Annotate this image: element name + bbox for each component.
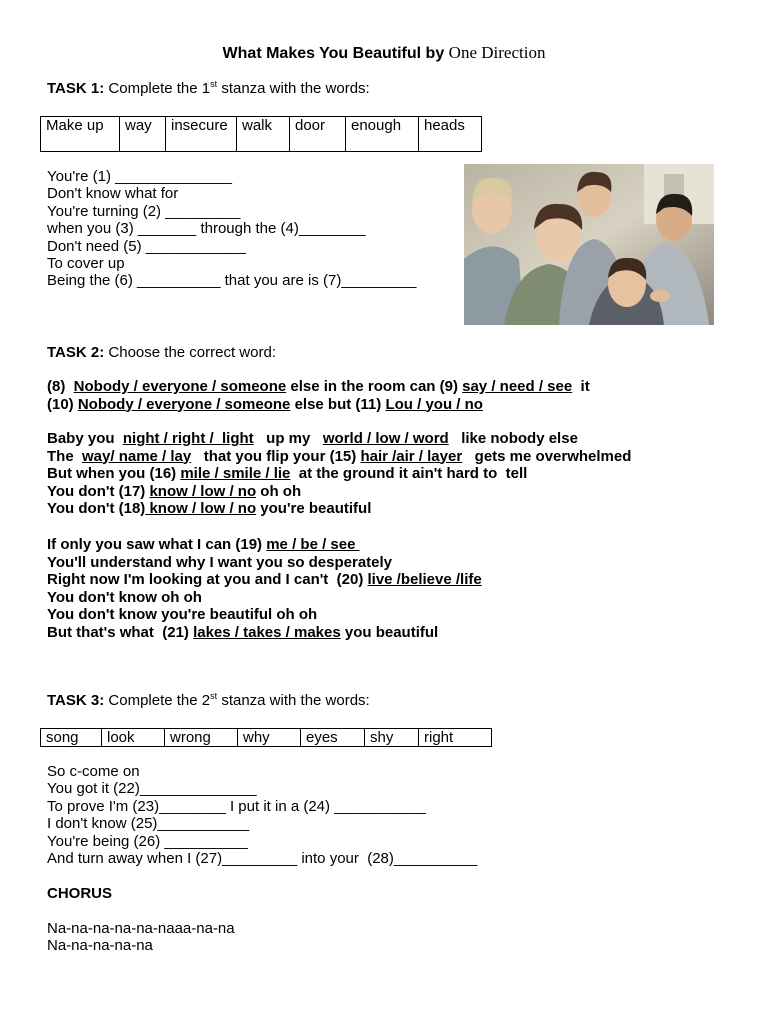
word-choice: live /believe /life	[367, 571, 482, 588]
lyric-text: it	[572, 378, 590, 395]
bank-word: shy	[365, 729, 419, 747]
bank-word: wrong	[165, 729, 238, 747]
bank-word: heads	[419, 117, 482, 152]
lyric-text: (8)	[47, 378, 74, 395]
word-choice: Nobody / everyone / someone	[77, 395, 291, 413]
word-choice: night / right / light	[122, 430, 254, 447]
task2-block-2	[47, 430, 631, 518]
lyric-text: up my	[253, 430, 323, 447]
lyric-line	[47, 606, 482, 624]
lyric-text: But that's what (21)	[47, 623, 194, 641]
bank-word: right	[419, 729, 492, 747]
task2-label: TASK 2:	[47, 344, 105, 361]
title-artist: One Direction	[448, 43, 546, 62]
lyric-line	[47, 589, 482, 607]
lyric-line	[47, 448, 631, 466]
word-choice: know / low / no	[145, 500, 257, 517]
lyric-text: Right now I'm looking at you and I can't (20)	[47, 571, 368, 588]
lyric-line	[47, 500, 631, 518]
chorus-lyrics	[47, 920, 235, 955]
lyric-line: So c-come on	[47, 763, 140, 780]
bank-word: look	[102, 729, 165, 747]
lyric-text: Baby you	[47, 430, 123, 447]
task1-instruction-sup: st	[210, 79, 218, 89]
bank-word: door	[290, 117, 346, 152]
task3-label: TASK 3:	[47, 692, 105, 709]
lyric-line	[47, 430, 631, 448]
task3-instruction-sup: st	[210, 691, 218, 701]
bank-word: insecure	[166, 117, 237, 152]
lyric-text: You don't know you're beautiful oh oh	[47, 606, 318, 623]
task1-lyrics	[47, 168, 416, 290]
lyric-text: You'll understand why I want you so desperately	[47, 553, 393, 571]
task3-heading	[47, 692, 370, 710]
bank-word: eyes	[301, 729, 365, 747]
task2-block-3	[47, 536, 482, 641]
lyric-line	[47, 554, 482, 572]
word-choice: Lou / you / no	[385, 395, 483, 413]
lyric-line: Being the (6) __________ that you are is (7)_________	[47, 272, 417, 290]
bank-word: Make up	[41, 117, 120, 152]
word-choice: say / need / see	[462, 378, 573, 395]
lyric-text: You don't know oh oh	[47, 588, 202, 606]
lyric-line: You're (1) ______________	[47, 168, 232, 185]
lyric-text: You don't (17)	[47, 482, 150, 500]
lyric-line	[47, 624, 482, 642]
lyric-line: Don't know what for	[47, 185, 179, 203]
lyric-text: else but (11)	[290, 395, 386, 413]
lyric-text: The	[47, 447, 83, 465]
task3-instruction-post: stanza with the words:	[217, 692, 370, 709]
bank-word: enough	[346, 117, 419, 152]
chorus-heading: CHORUS	[47, 885, 113, 902]
task3-word-bank	[40, 728, 492, 747]
word-choice: mile / smile / lie	[180, 465, 291, 482]
lyric-line: To prove I'm (23)________ I put it in a (24) ___________	[47, 797, 426, 815]
task1-label: TASK 1:	[47, 80, 105, 97]
bank-word: why	[238, 729, 301, 747]
lyric-line	[47, 536, 482, 554]
task2-block-1	[47, 378, 590, 413]
lyric-line: Na-na-na-na-na	[47, 937, 153, 955]
bank-word: song	[41, 729, 102, 747]
lyric-line	[47, 396, 590, 414]
lyric-line: You're being (26) __________	[47, 832, 248, 850]
lyric-text: If only you saw what I can (19)	[47, 536, 267, 553]
lyric-line: To cover up	[47, 255, 125, 273]
task2-instruction: Choose the correct word:	[104, 344, 276, 361]
lyric-line	[47, 571, 482, 589]
word-choice: hair /air / layer	[360, 447, 463, 465]
task1-word-bank	[40, 116, 482, 152]
bank-word: way	[120, 117, 166, 152]
worksheet-title	[0, 42, 768, 65]
word-choice: me / be / see	[266, 536, 360, 553]
word-choice: way/ name / lay	[82, 447, 192, 465]
lyric-line: Don't need (5) ____________	[47, 237, 246, 255]
lyric-line	[47, 378, 590, 396]
lyric-line	[47, 465, 631, 483]
bank-word: walk	[237, 117, 290, 152]
task1-instruction-post: stanza with the words:	[217, 80, 370, 97]
task3-lyrics	[47, 763, 477, 867]
word-choice: world / low / word	[322, 430, 449, 447]
title-main: What Makes You Beautiful by	[222, 45, 445, 62]
task1-heading	[47, 80, 370, 98]
word-choice: know / low / no	[149, 482, 257, 500]
lyric-text: (10)	[47, 395, 78, 413]
lyric-text: that you flip your (15)	[191, 447, 361, 465]
lyric-text: at the ground it ain't hard to tell	[290, 465, 528, 482]
lyric-line: And turn away when I (27)_________ into your (28)__________	[47, 850, 478, 868]
lyric-line: You got it (22)______________	[47, 780, 257, 798]
task2-heading	[47, 344, 276, 362]
lyric-text: oh oh	[256, 482, 302, 500]
lyric-text: You don't (18)	[47, 500, 146, 517]
lyric-line: when you (3) _______ through the (4)________	[47, 220, 366, 238]
lyric-line	[47, 483, 631, 501]
lyric-text: like nobody else	[448, 430, 578, 447]
band-photo	[464, 164, 714, 325]
task3-instruction-pre: Complete the 2	[104, 692, 211, 709]
lyric-text: you're beautiful	[256, 500, 372, 517]
lyric-text: But when you (16)	[47, 465, 181, 482]
lyric-line: Na-na-na-na-na-naaa-na-na	[47, 920, 235, 937]
task1-instruction-pre: Complete the 1	[104, 80, 211, 97]
lyric-text: you beautiful	[340, 623, 439, 641]
lyric-text: else in the room can (9)	[286, 378, 463, 395]
lyric-line: You're turning (2) _________	[47, 202, 241, 220]
word-choice: Nobody / everyone / someone	[73, 378, 287, 395]
word-choice: lakes / takes / makes	[193, 623, 341, 641]
lyric-text: gets me overwhelmed	[462, 447, 632, 465]
lyric-line: I don't know (25)___________	[47, 815, 250, 833]
